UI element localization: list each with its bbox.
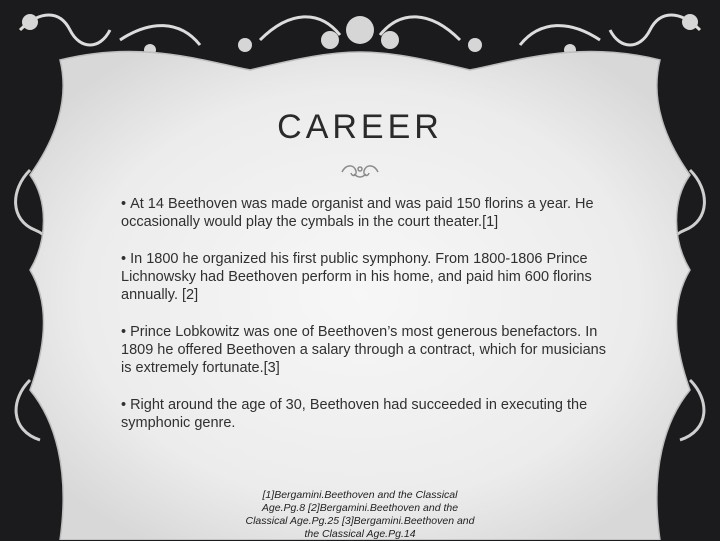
bullet-symbol: • [121,251,127,267]
bullet-text: At 14 Beethoven was made organist and was paid 150 florins a year. He occasionally would play the cymbals in the court theater.[1] [121,196,594,230]
slide-title: CAREER [277,108,443,146]
bullet-symbol: • [121,324,127,340]
bullet-text: Prince Lobkowitz was one of Beethoven’s most generous benefactors. In 1809 he offered Beethoven a salary through a contract, which for musicians is extremely fortunate.[3] [121,324,606,376]
bullet-list [121,195,611,451]
citation-footnote: [1]Bergamini.Beethoven and the Classical Age.Pg.8 [2]Bergamini.Beethoven and the Classical Age.Pg.25 [3]Bergamini.Beethoven and the Classical Age.Pg.14 [245,489,475,540]
scroll-flourish-icon [338,160,382,182]
bullet-item-2 [121,250,611,304]
bullet-text: In 1800 he organized his first public symphony. From 1800-1806 Prince Lichnowsky had Beethoven perform in his home, and paid him 600 florins annually. [2] [121,251,592,303]
bullet-item-3 [121,323,611,377]
bullet-symbol: • [121,196,127,212]
bullet-item-4 [121,396,611,432]
bullet-text: Right around the age of 30, Beethoven had succeeded in executing the symphonic genre. [121,397,588,431]
bullet-symbol: • [121,397,127,413]
bullet-item-1 [121,195,611,231]
